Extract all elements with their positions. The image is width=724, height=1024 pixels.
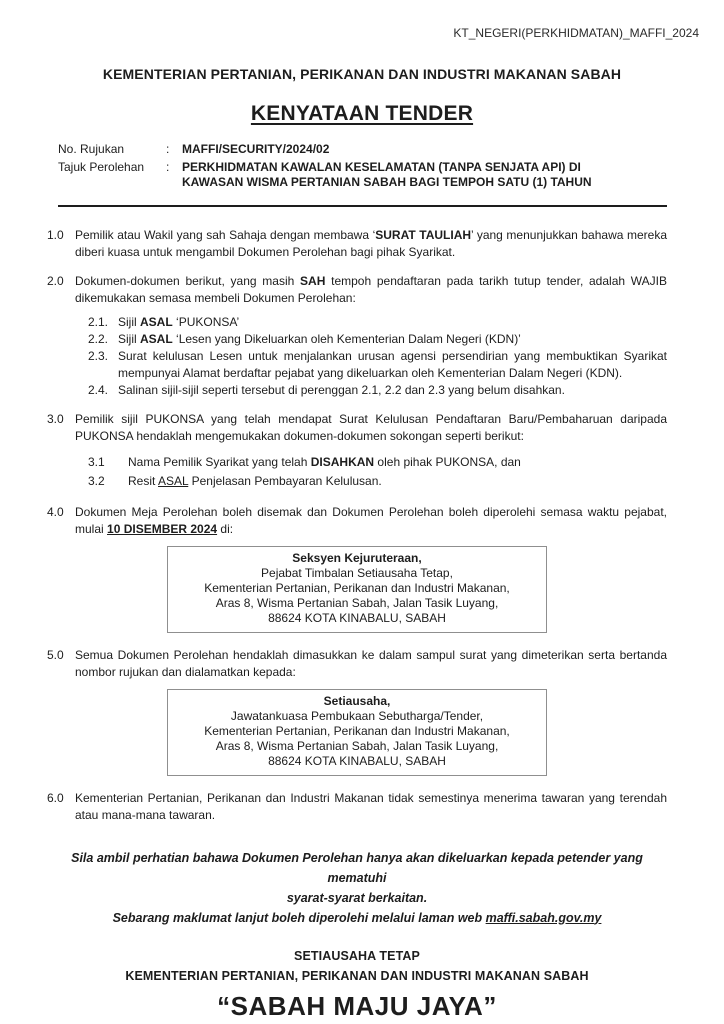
website-link[interactable]: maffi.sabah.gov.my bbox=[485, 910, 602, 925]
section-text bbox=[75, 273, 667, 399]
reference-label: No. Rujukan bbox=[58, 142, 125, 156]
address-line: Pejabat Timbalan Setiausaha Tetap, bbox=[261, 565, 453, 580]
text-segment-bold: SURAT TAULIAH bbox=[375, 227, 472, 242]
notice-block bbox=[47, 848, 667, 928]
signature-title: SETIAUSAHA TETAP bbox=[294, 948, 420, 963]
text-segment: ’ yang menunjukkan bahawa mereka diberi kuasa untuk mengambil Dokumen Perolehan bagi pihak Syarikat. bbox=[75, 227, 667, 259]
list-item bbox=[88, 331, 667, 348]
procurement-title-value bbox=[182, 160, 592, 191]
section-number: 4.0 bbox=[47, 504, 64, 519]
section-number: 3.0 bbox=[47, 411, 64, 426]
reference-colon: : bbox=[166, 142, 170, 156]
document-body bbox=[47, 227, 667, 1021]
section-6 bbox=[47, 790, 667, 824]
list-item bbox=[88, 382, 667, 399]
section-number: 6.0 bbox=[47, 790, 64, 805]
text-segment: Dokumen Meja Perolehan boleh disemak dan Dokumen Perolehan boleh diperolehi semasa waktu pejabat, mulai bbox=[75, 504, 667, 536]
page-title: KENYATAAN TENDER bbox=[250, 102, 474, 125]
section-1 bbox=[47, 227, 667, 261]
text-segment-bold-underline: 10 DISEMBER 2024 bbox=[107, 521, 218, 536]
procurement-title-line: KAWASAN WISMA PERTANIAN SABAH BAGI TEMPOH SATU (1) TAHUN bbox=[182, 175, 592, 189]
section-number: 1.0 bbox=[47, 227, 64, 242]
text-segment: tempoh pendaftaran pada tarikh tutup tender, adalah WAJIB dikemukakan semasa membeli Dokumen Perolehan: bbox=[75, 273, 667, 305]
section-4 bbox=[47, 504, 667, 538]
section-number: 2.0 bbox=[47, 273, 64, 288]
text-segment: ‘PUKONSA’ bbox=[172, 314, 240, 329]
section-text bbox=[75, 227, 667, 261]
text-segment-bold: DISAHKAN bbox=[310, 454, 375, 469]
list-item-number: 2.3. bbox=[88, 348, 109, 363]
procurement-title-line: PERKHIDMATAN KAWALAN KESELAMATAN (TANPA SENJATA API) DI bbox=[182, 159, 581, 174]
section-text bbox=[75, 504, 667, 538]
notice-line: syarat-syarat berkaitan. bbox=[286, 890, 428, 905]
text-segment: Sijil bbox=[118, 314, 141, 329]
reference-row-title bbox=[58, 160, 667, 191]
reference-number-value: MAFFI/SECURITY/2024/02 bbox=[182, 142, 330, 156]
section-3-sublist bbox=[88, 454, 667, 490]
text-segment: Salinan sijil-sijil seperti tersebut di perenggan 2.1, 2.2 dan 2.3 yang belum disahkan. bbox=[118, 382, 565, 397]
reference-block bbox=[58, 142, 667, 191]
text-segment-bold: SAH bbox=[300, 273, 326, 288]
signature-block bbox=[47, 946, 667, 986]
text-segment: Sebarang maklumat lanjut boleh diperolehi melalui laman web bbox=[112, 910, 486, 925]
list-item-text bbox=[118, 382, 667, 399]
notice-line: Sila ambil perhatian bahawa Dokumen Perolehan hanya akan dikeluarkan kepada petender yang mematuhi bbox=[71, 850, 643, 885]
text-segment-bold: ASAL bbox=[140, 331, 173, 346]
address-box-engineering-section bbox=[167, 546, 547, 633]
section-2 bbox=[47, 273, 667, 399]
section-2-sublist bbox=[88, 314, 667, 399]
list-item-text bbox=[128, 454, 667, 471]
list-item bbox=[88, 314, 667, 331]
list-item-text bbox=[118, 314, 667, 331]
list-item bbox=[88, 473, 667, 490]
text-segment: Surat kelulusan Lesen untuk menjalankan urusan agensi persendirian yang membuktikan Syarikat mempunyai Alamat berdaftar pejabat yang dikeluarkan oleh Kementerian Dalam Negeri (KDN). bbox=[118, 348, 667, 380]
text-segment: Nama Pemilik Syarikat yang telah bbox=[128, 454, 311, 469]
address-title: Seksyen Kejuruteraan, bbox=[292, 550, 422, 565]
section-5 bbox=[47, 647, 667, 681]
text-segment: Sijil bbox=[118, 331, 141, 346]
address-title: Setiausaha, bbox=[323, 693, 391, 708]
section-text bbox=[75, 411, 667, 492]
section-text: Kementerian Pertanian, Perikanan dan Industri Makanan tidak semestinya menerima tawaran yang terendah atau mana-mana tawaran. bbox=[75, 790, 667, 822]
list-item-number: 3.1 bbox=[88, 454, 105, 469]
signature-ministry: KEMENTERIAN PERTANIAN, PERIKANAN DAN INDUSTRI MAKANAN SABAH bbox=[125, 968, 589, 983]
reference-label: Tajuk Perolehan bbox=[58, 159, 145, 174]
address-line: 88624 KOTA KINABALU, SABAH bbox=[268, 753, 446, 768]
address-line: Aras 8, Wisma Pertanian Sabah, Jalan Tasik Luyang, bbox=[215, 595, 499, 610]
text-segment: ‘Lesen yang Dikeluarkan oleh Kementerian Dalam Negeri (KDN)’ bbox=[172, 331, 521, 346]
list-item-text bbox=[118, 331, 667, 348]
list-item-number: 2.1. bbox=[88, 314, 109, 329]
text-segment: Resit bbox=[128, 473, 159, 488]
list-item-number: 3.2 bbox=[88, 473, 105, 488]
list-item bbox=[88, 348, 667, 382]
section-3 bbox=[47, 411, 667, 492]
list-item-number: 2.2. bbox=[88, 331, 109, 346]
list-item-text bbox=[128, 473, 667, 490]
horizontal-divider bbox=[58, 205, 667, 207]
state-motto: “SABAH MAJU JAYA” bbox=[217, 990, 497, 1021]
text-segment: Pemilik sijil PUKONSA yang telah mendapat Surat Kelulusan Pendaftaran Baru/Pembaharuan daripada PUKONSA hendaklah mengemukakan dokumen-dokumen sokongan seperti berikut: bbox=[75, 411, 667, 443]
section-number: 5.0 bbox=[47, 647, 64, 662]
address-line: Kementerian Pertanian, Perikanan dan Industri Makanan, bbox=[204, 580, 510, 595]
ministry-heading: KEMENTERIAN PERTANIAN, PERIKANAN DAN INDUSTRI MAKANAN SABAH bbox=[102, 66, 622, 82]
text-segment-bold: ASAL bbox=[140, 314, 173, 329]
address-line: Aras 8, Wisma Pertanian Sabah, Jalan Tasik Luyang, bbox=[215, 738, 499, 753]
text-segment: Pemilik atau Wakil yang sah Sahaja dengan membawa ‘ bbox=[75, 227, 376, 242]
address-line: 88624 KOTA KINABALU, SABAH bbox=[268, 610, 446, 625]
notice-line bbox=[47, 908, 667, 928]
document-reference-code: KT_NEGERI(PERKHIDMATAN)_MAFFI_2024 bbox=[453, 26, 699, 40]
reference-colon: : bbox=[166, 159, 170, 174]
text-segment-underline: ASAL bbox=[158, 473, 189, 488]
list-item-text bbox=[118, 348, 667, 382]
address-line: Kementerian Pertanian, Perikanan dan Industri Makanan, bbox=[204, 723, 510, 738]
text-segment: di: bbox=[217, 521, 234, 536]
section-text: Semua Dokumen Perolehan hendaklah dimasukkan ke dalam sampul surat yang dimeterikan serta bertanda nombor rujukan dan dialamatkan kepada: bbox=[75, 647, 667, 679]
reference-row-number bbox=[58, 142, 667, 158]
list-item bbox=[88, 454, 667, 471]
address-line: Jawatankuasa Pembukaan Sebutharga/Tender, bbox=[230, 708, 484, 723]
list-item-number: 2.4. bbox=[88, 382, 109, 397]
text-segment: Dokumen-dokumen berikut, yang masih bbox=[75, 273, 301, 288]
address-box-secretary bbox=[167, 689, 547, 776]
text-segment: oleh pihak PUKONSA, dan bbox=[374, 454, 521, 469]
text-segment: Penjelasan Pembayaran Kelulusan. bbox=[188, 473, 382, 488]
